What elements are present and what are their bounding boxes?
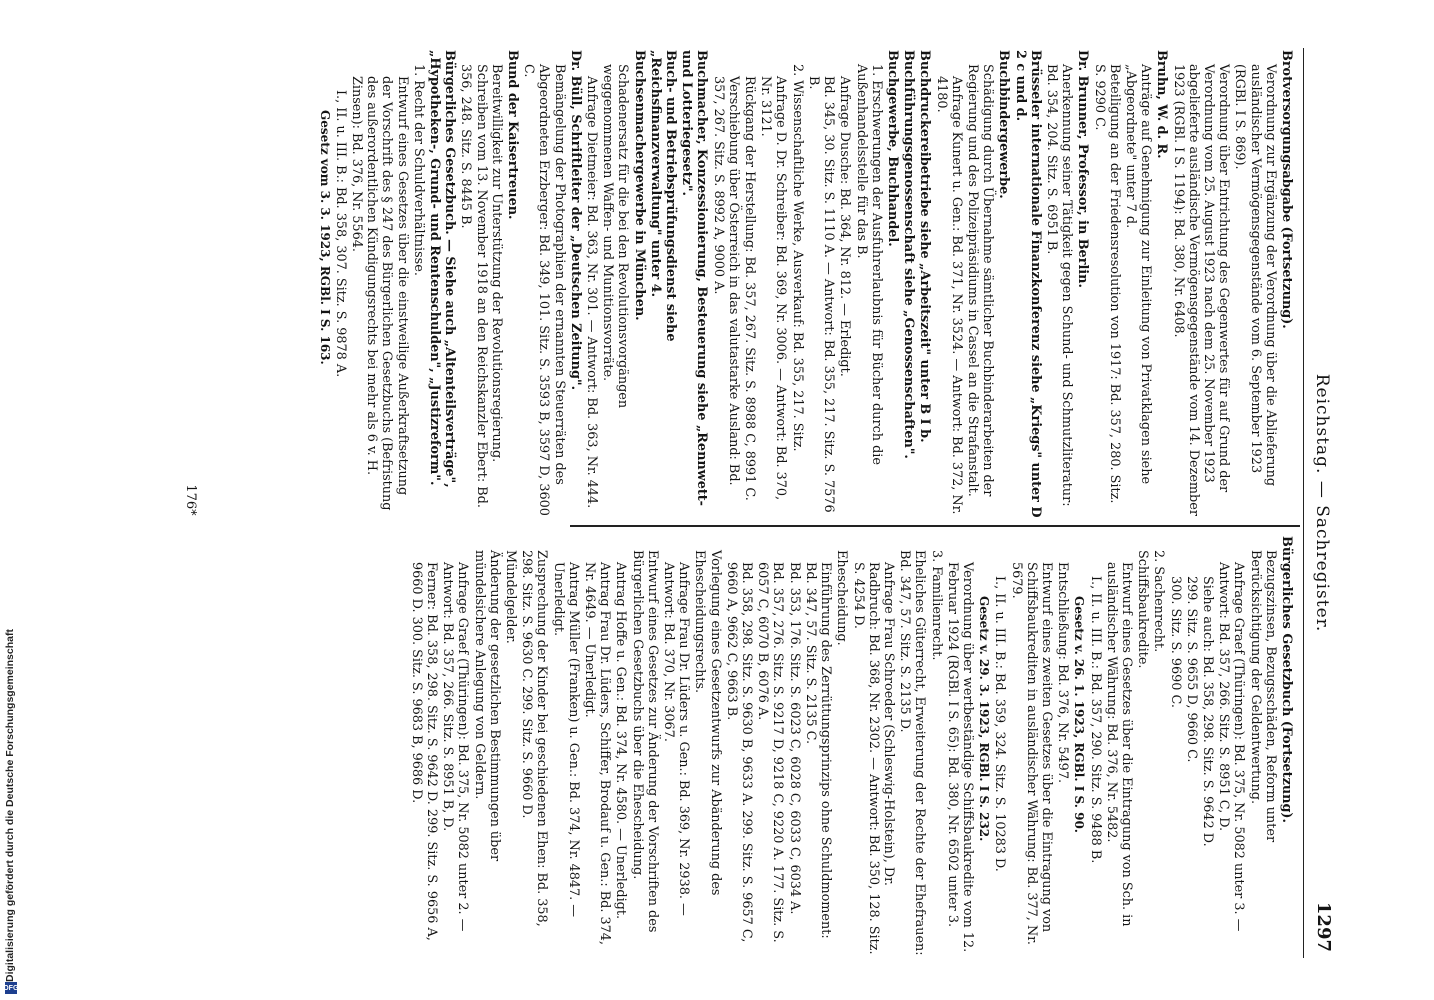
index-entry: Beteiligung an der Friedensresolution von 1917: Bd. 357, 280. Sitz. S. 9290 C. <box>1091 64 1122 504</box>
index-entry: Bezugszinsen, Bezugsschäden, Reform unter Berücksichtigung der Geldentwertung. <box>1247 550 1278 843</box>
index-heading: Dr. Büll, Schriftleiter der „Deutschen Zeitung". <box>567 50 583 391</box>
index-entry: Verordnung über wertbeständige Schiffsbaukredite vom 12. Februar 1924 (RGBl. I S. 65): Bd. 380, Nr. 6502 unter 3. <box>944 562 975 953</box>
index-heading: Buchgewerbe, Buchhandel. <box>884 50 900 247</box>
index-entry: Entwurf eines Gesetzes über die einstweilige Außerkraftsetzung der Vorschrift des § 247 des Bürgerlichen Gesetzbuchs (Befristung des außerordentlichen Kündigungsrechts bei mehr als 6 v. H. Zinsen): Bd. 376, Nr. 5564. <box>349 76 410 511</box>
index-entry: 2. Wissenschaftliche Werke, Ausverkauf: Bd. 355, 217. Sitz. <box>789 64 805 452</box>
index-entry: Bd. 345, 30. Sitz. S. 1110 A. — Antwort: Bd. 355, 217. Sitz. S. 7576 B. <box>805 76 837 513</box>
law-reference: Gesetz v. 29. 3. 1923, RGBl. I S. 232. <box>977 596 992 842</box>
index-entry: Bd. 357, 276. Sitz. S. 9217 D, 9218 C, 9220 A. 177. Sitz. S. 6057 C, 6070 B, 6076 A. <box>755 562 786 943</box>
index-entry: Einführung des Zerrüttungsprinzips ohne Schuldmoment: Bd. 347, 57. Sitz. S. 2135 C. <box>802 562 834 939</box>
index-entry: Rückgang der Herstellung: Bd. 357, 267. Sitz. S. 8988 C, 8991 C. <box>742 76 758 501</box>
index-heading: Bund der Kaisertreuen. <box>505 50 521 220</box>
index-entry: 1. Recht der Schuldverhältnisse. <box>410 64 426 276</box>
index-entry: 3. Familienrecht. <box>928 550 944 661</box>
index-entry: Entwurf eines Gesetzes über die Eintragung von Sch. in ausländischer Währung: Bd. 376, Nr. 5482. <box>1103 562 1134 927</box>
index-entry: Anfrage Kunert u. Gen.: Bd. 371, Nr. 3524. — Antwort: Bd. 372, Nr. 4180. <box>933 76 964 515</box>
index-entry: Bd. 358, 298. Sitz. S. 9630 B, 9633 A. 299. Sitz. S. 9657 C, 9660 A, 9662 C, 9663 B. <box>723 562 755 943</box>
index-entry: Bd. 353, 176. Sitz. S. 6023 C, 6028 C, 6033 C, 6034 A. <box>786 562 802 915</box>
index-entry: Anfrage Graef (Thüringen): Bd. 375, Nr. 5082 unter 3. — Antwort: Bd. 357, 266. Sitz. S. 8951 C, D. <box>1216 562 1247 932</box>
running-title: Reichstag. — Sachregister. <box>1312 373 1332 633</box>
index-heading: Brotversorgungsabgabe (Fortsetzung). <box>1279 50 1294 329</box>
digitization-note: Digitalisierung gefördert durch die Deutsche Forschungsgemeinschaft <box>4 629 16 982</box>
index-entry: 299. Sitz. S. 9655 D, 9660 C. <box>1183 576 1199 763</box>
index-entry: I., II. u. III. B.: Bd. 359, 324. Sitz. S. 10283 D. <box>992 576 1008 872</box>
right-column <box>408 536 1294 956</box>
dfg-logo: DFG <box>5 982 17 994</box>
index-entry: I., II. u. III. B.: Bd. 357, 290. Sitz. S. 9488 B. <box>1087 576 1103 864</box>
law-reference: Gesetz vom 3. 3. 1923, RGBl. I S. 163. <box>317 110 332 365</box>
index-heading: Bürgerliches Gesetzbuch. — Siehe auch „Altenteilsverträge", „Hypotheken-, Grund- und Rentenschulden", „Justizreform". <box>427 50 458 488</box>
index-entry: Entschließung: Bd. 376, Nr. 5497. <box>1055 562 1071 784</box>
index-entry: Verschiebung über Österreich in das valutastarke Ausland: Bd. 357, 267. Sitz. S. 8992 A, 9000 A. <box>710 76 741 486</box>
index-heading: Bürgerliches Gesetzbuch (Fortsetzung). <box>1279 536 1294 823</box>
index-entry: Anfrage D. Dr. Schreiber: Bd. 369, Nr. 3006. — Antwort: Bd. 370, Nr. 3121. <box>758 76 789 501</box>
page-header <box>1303 48 1338 958</box>
index-heading: Bruhn, W. d. R. <box>1154 50 1170 159</box>
index-entry: Anfrage Frau Schroeder (Schleswig-Holstein), Dr. Radbruch: Bd. 368, Nr. 2302. — Antwort: Bd. 350, 128. Sitz. S. 4254 D. <box>850 562 896 955</box>
index-entry: Entwurf eines Gesetzes zur Änderung der Vorschriften des Bürgerlichen Gesetzbuchs über die Ehescheidung. <box>629 550 660 933</box>
index-entry: Anfrage Dietmeier: Bd. 363, Nr. 301. — Antwort: Bd. 363, Nr. 444. <box>584 76 600 509</box>
page-number: 1297 <box>1313 901 1334 952</box>
index-entry: Zusprechung der Kinder bei geschiedenen Ehen: Bd. 358, 298. Sitz. S. 9630 C. 299. Sitz. S. 9660 D. <box>519 550 550 927</box>
index-entry: Eheliches Güterrecht, Erweiterung der Rechte der Ehefrauen: Bd. 347, 57. Sitz. S. 2135 D. <box>897 550 928 956</box>
index-heading: Buchdruckereibetriebe siehe „Arbeitszeit" unter B I b. <box>917 50 933 443</box>
index-heading: Buchsenmachergewerbe in München. <box>631 50 647 321</box>
index-entry: Anträge auf Genehmigung zur Einleitung von Privatklagen siehe „Abgeordnete" unter 7 d. <box>1122 64 1154 485</box>
index-entry: Ferner: Bd. 358, 298. Sitz. S. 9642 D. 299. Sitz. S. 9656 A, 9660 D. 300. Sitz. S. 9683 B, 9686 D. <box>408 562 440 941</box>
index-entry: Antrag Müller (Franken) u. Gen.: Bd. 374, Nr. 4847. — Unerledigt. <box>550 562 581 918</box>
index-entry: Mündelgelder. <box>503 550 519 644</box>
index-entry: Bemängelung der Photographien der ernannten Steuerräten des Abgeordneten Erzberger: Bd. 349, 101. Sitz. S. 3593 B, 3597 D, 3600 C. <box>521 64 567 516</box>
index-entry: Siehe auch: Bd. 358, 298. Sitz. S. 9642 D. <box>1199 576 1215 847</box>
index-entry: 300. Sitz. S. 9690 C. <box>1167 576 1183 708</box>
column-divider <box>570 525 1300 527</box>
index-entry: Schadenersatz für die bei den Revolutionsvorgängen weggenommenen Waffen- und Munitionsvorräte. <box>600 64 631 409</box>
index-entry: I., II. u. III. B.: Bd. 358, 307. Sitz. S. 9878 A. <box>332 90 348 378</box>
index-entry: Änderung der gesetzlichen Bestimmungen über mündelsichere Anlegung von Geldern. <box>471 550 502 862</box>
index-entry: Verordnung über Entrichtung des Gegenwertes für auf Grund der Verordnung vom 25. August 1923 nach dem 25. November 1923 abgelieferte ausländische Vermögensgegenstände vom 14. Dezember 1923 (RGBl. I S. 1194): Bd. 380, Nr. 6408. <box>1170 64 1232 516</box>
index-entry: Antrag Frau Dr. Lüders, Schiffer, Brodauf u. Gen.: Bd. 374, Nr. 4649. — Unerledigt. <box>582 562 613 945</box>
index-entry: Anerkennung seiner Tätigkeit gegen Schund- und Schmutzliteratur: Bd. 354, 204. Sitz. S. 6951 B. <box>1043 64 1075 507</box>
digitization-credit <box>4 602 20 994</box>
index-entry: Ehescheidung. <box>834 550 850 646</box>
index-heading: Buchmacher, Konzessionierung, Besteuerung siehe „Rennwett- und Lotteriegesetz". <box>679 50 710 506</box>
index-heading: Buch- und Betriebsprüfungsdienst siehe „Reichsfinanzverwaltung" unter 4. <box>647 50 679 342</box>
index-heading: Dr. Brunner, Professor, in Berlin. <box>1075 50 1091 288</box>
rotated-page <box>48 0 1378 1000</box>
index-entry: 2. Sachenrecht. <box>1151 550 1167 653</box>
index-entry: Schädigung durch Übernahme sämtlicher Buchbinderarbeiten der Regierung und des Polizeipräsidiums in Cassel an die Strafanstalt. <box>964 64 996 497</box>
index-entry: Verordnung zur Ergänzung der Verordnung über die Ablieferung ausländischer Vermögensgegenstände vom 6. September 1923 (RGBl. I S. 869). <box>1232 64 1278 487</box>
law-reference: Gesetz v. 26. 1. 1923, RGBl. I S. 90. <box>1072 596 1087 833</box>
index-heading: Buchführungsgenossenschaft siehe „Genossenschaften". <box>901 50 917 459</box>
footer-mark: 176* <box>183 484 198 516</box>
index-entry: Schiffsbaukredite. <box>1135 550 1151 669</box>
index-heading: Brüsseler internationale Finanzkonferenz siehe „Kriegs" unter D 2 c und d. <box>1012 50 1043 518</box>
left-column <box>315 50 1294 518</box>
index-entry: 1. Erschwerungen der Ausfuhrerlaubnis für Bücher durch die Außenhandelsstelle für das B. <box>853 64 884 465</box>
index-entry: Vorlegung eines Gesetzentwurfs zur Abänderung des Ehescheidungsrechts. <box>692 550 723 896</box>
index-entry: Anfrage Frau Dr. Lüders u. Gen.: Bd. 369, Nr. 2938. — Antwort: Bd. 370, Nr. 3067. <box>661 562 692 916</box>
index-entry: Anfrage Dusche: Bd. 364, Nr. 812. — Erledigt. <box>837 76 853 377</box>
index-entry: Anfrage Graef (Thüringen): Bd. 375, Nr. 5082 unter 2. — Antwort: Bd. 357, 266. Sitz. S. 8951 B, D. <box>440 562 471 932</box>
index-heading: Buchbindergewerbe. <box>996 50 1012 199</box>
index-entry: Antrag Hoffe u. Gen.: Bd. 374, Nr. 4580. — Unerledigt. <box>613 562 629 920</box>
index-entry: Bereitwilligkeit zur Unterstützung der Revolutionsregierung. Schreiben vom 13. November 1918 an den Reichskanzler Ebert: Bd. 356, 248. Sitz. S. 8445 B. <box>458 64 504 508</box>
index-entry: Entwurf eines zweiten Gesetzes über die Eintragung von Schiffsbaukrediten in ausländischer Währung: Bd. 377, Nr. 5679. <box>1008 562 1054 945</box>
